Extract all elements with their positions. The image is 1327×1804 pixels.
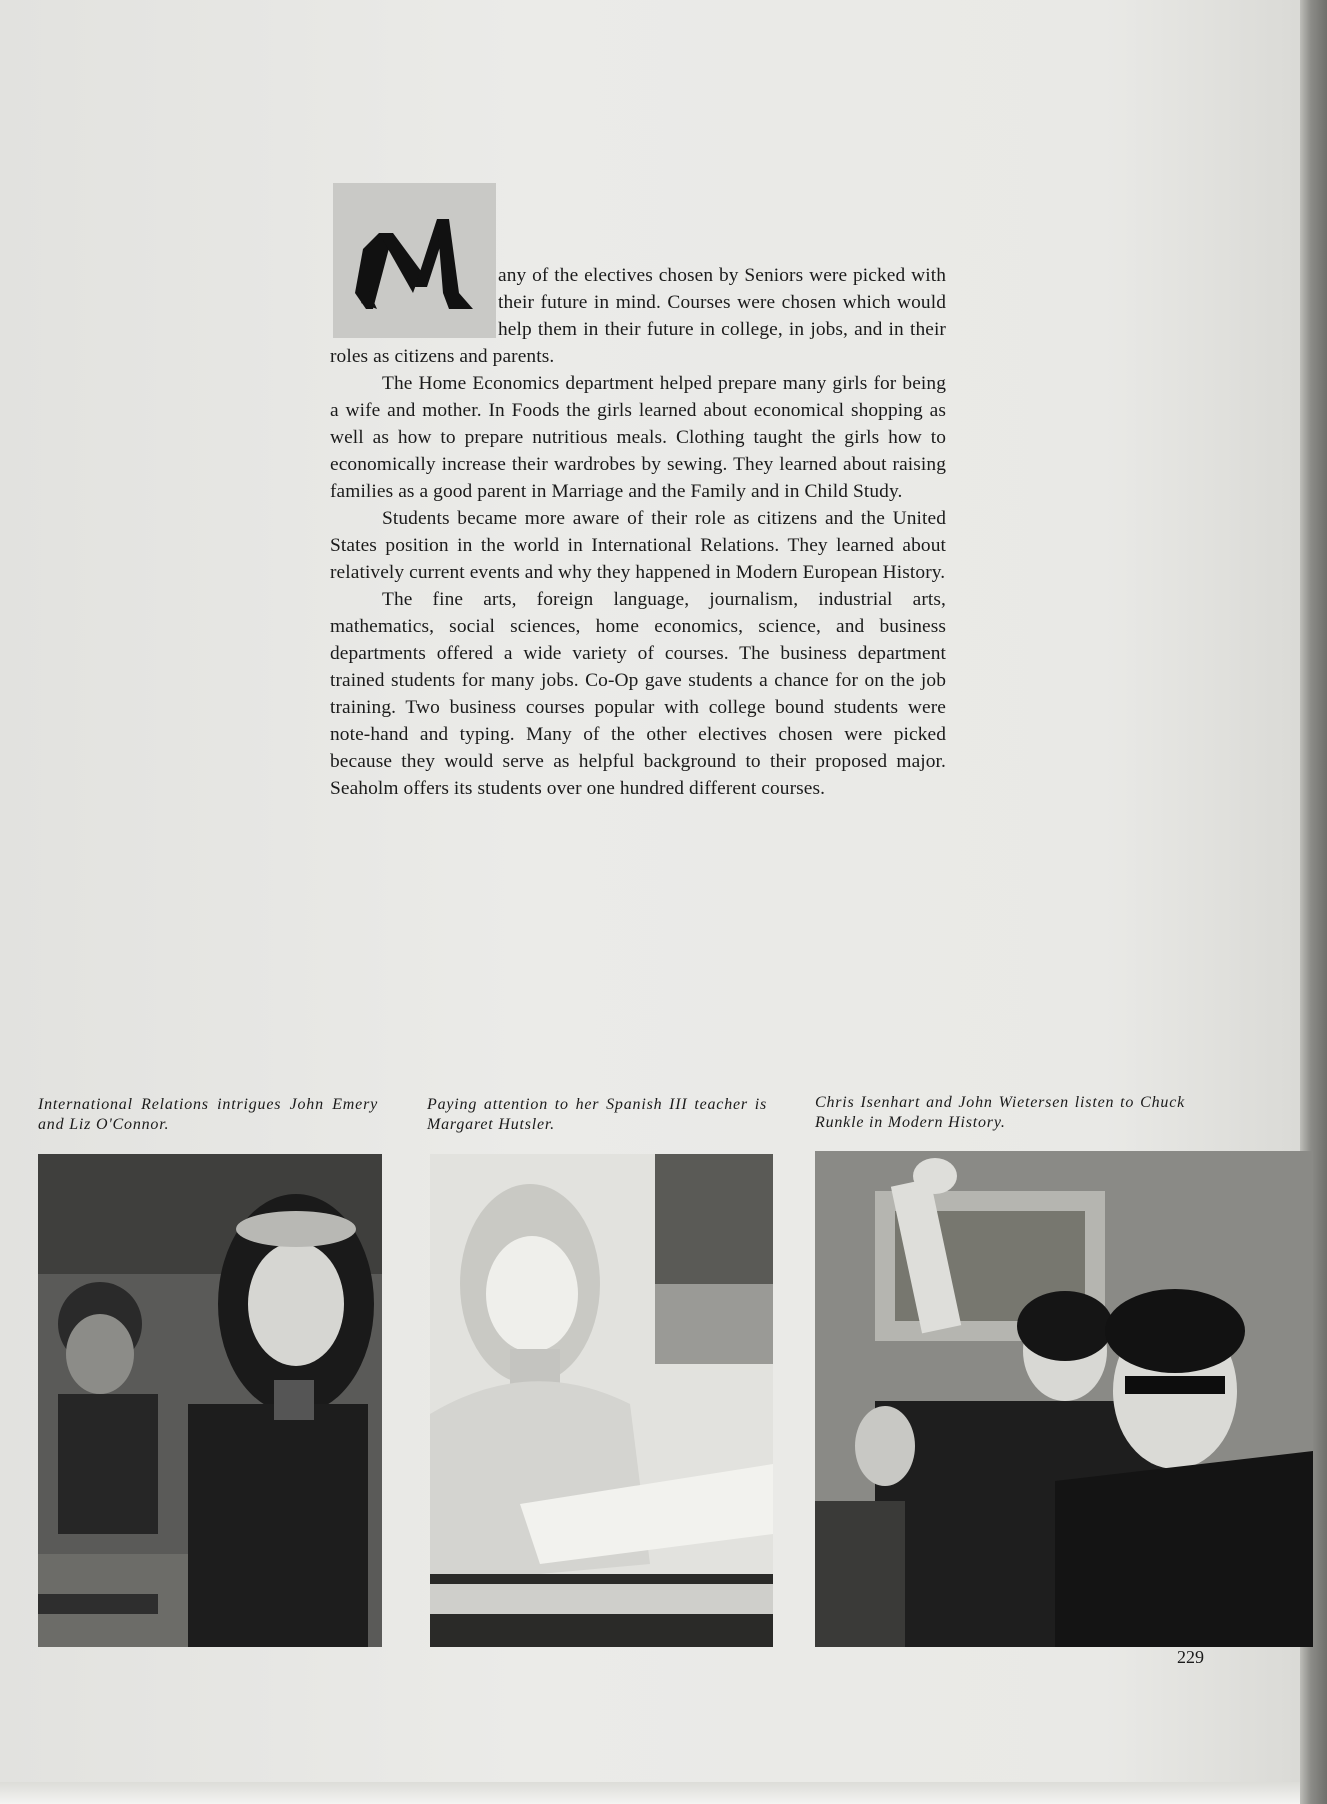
page-number: 229	[1177, 1647, 1204, 1667]
photo-modern-history	[815, 1151, 1313, 1647]
article-paragraph-3: Students became more aware of their role as citizens and the United States position in the world in International Relations. They learned about relatively current events and why they happened in Modern European History.	[330, 508, 946, 583]
article-paragraph-1	[330, 262, 946, 370]
paragraph-1-text: any of the electives chosen by Seniors were picked with their future in mind. Courses were chosen which would help them in their future in college, in jobs, and in their roles as citizens and parents.	[330, 265, 946, 367]
photo-international-relations	[38, 1154, 382, 1647]
drop-cap-spacer	[330, 261, 498, 342]
photo-3-caption: Chris Isenhart and John Wietersen listen to Chuck Runkle in Modern History.	[815, 1094, 1185, 1131]
page-bottom-edge	[0, 1782, 1300, 1804]
photo-1-caption: International Relations intrigues John Emery and Liz O'Connor.	[38, 1096, 378, 1133]
photo-2-caption: Paying attention to her Spanish III teacher is Margaret Hutsler.	[427, 1096, 767, 1133]
article-paragraph-2: The Home Economics department helped prepare many girls for being a wife and mother. In Foods the girls learned about economical shopping as well as how to prepare nutritious meals. Clothing taught the girls how to economically increase their wardrobes by sewing. They learned about raising families as a good parent in Marriage and the Family and in Child Study.	[330, 373, 946, 502]
photo-spanish-class	[430, 1154, 773, 1647]
article-paragraph-4: The fine arts, foreign language, journalism, industrial arts, mathematics, social sciences, home economics, science, and business departments offered a wide variety of courses. The business department trained students for many jobs. Co-Op gave students a chance for on the job training. Two business courses popular with college bound students were note-hand and typing. Many of the other electives chosen were picked because they would serve as helpful background to their proposed major. Seaholm offers its students over one hundred different courses.	[330, 589, 946, 799]
article-body	[330, 262, 946, 802]
